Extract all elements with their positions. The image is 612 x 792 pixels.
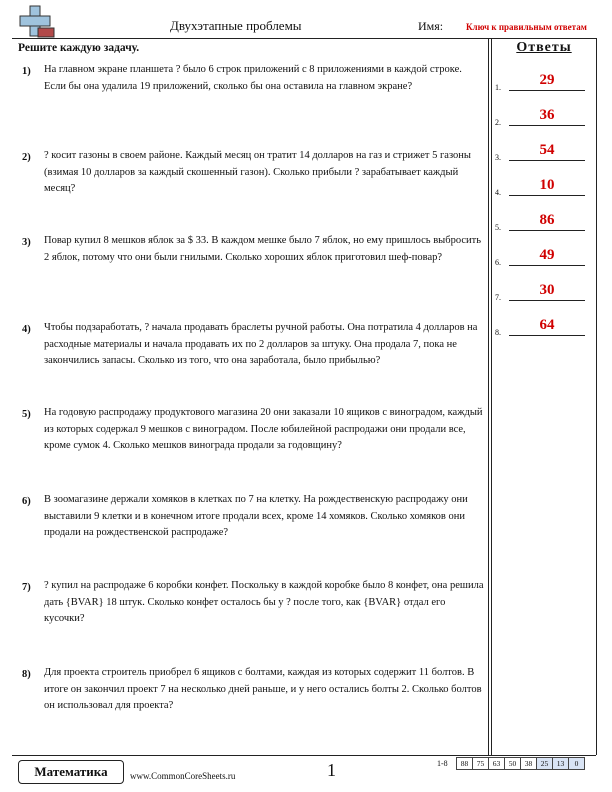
problem-text: На годовую распродажу продуктового магазина 20 они заказали 10 ящиков с виноградом, каждый из которых содержал 9 мешков с виноградом. После юбилейной распродажи они продали все, кроме сумок 4. Сколько мешков винограда продали за годовщину? (44, 407, 483, 451)
problem-text: Для проекта строитель приобрел 6 ящиков с болтами, каждая из которых содержит 11 болтов. В итоге он закончил проект 7 на несколько дней раньше, и у него остались болты 2. Сколько болтов он использовал для проекта? (44, 667, 482, 711)
answer-number: 1. (495, 83, 501, 92)
problem-text: Повар купил 8 мешков яблок за $ 33. В каждом мешке было 7 яблок, но ему пришлось выбросить 2 яблок, потому что они были гнилыми. Сколько хороших яблок приготовил шеф-повар? (44, 235, 481, 263)
answer-line (509, 300, 585, 301)
answer-line (509, 125, 585, 126)
subject-badge: Математика (18, 760, 124, 784)
problem-text: Чтобы подзаработать, ? начала продавать браслеты ручной работы. Она потратила 4 долларов на расходные материалы и начала продавать их по 2 долларов за штуку. Она продала 7, пока не закончились запасы. Сколько из того, что она заработала, было прибылью? (44, 322, 478, 366)
problem-number: 6) (22, 496, 31, 507)
problem-number: 4) (22, 324, 31, 335)
score-cell: 50 (505, 757, 521, 770)
answer-value: 54 (539, 142, 555, 158)
answer-value: 29 (539, 72, 555, 88)
column-divider (488, 38, 489, 755)
answer-line (509, 195, 585, 196)
answer-value: 36 (539, 107, 555, 123)
page-number: 1 (327, 760, 336, 780)
answer-row (493, 245, 593, 269)
score-cell: 0 (569, 757, 585, 770)
site-url: www.CommonCoreSheets.ru (130, 771, 236, 781)
score-table (456, 757, 585, 770)
answer-key-label: Ключ к правильным ответам (466, 22, 587, 32)
answer-row (493, 140, 593, 164)
header-divider (12, 38, 596, 39)
problem-number: 2) (22, 152, 31, 163)
answer-line (509, 265, 585, 266)
score-cell: 63 (489, 757, 505, 770)
problem-text: На главном экране планшета ? было 6 строк приложений с 8 приложениями в каждой строке. Если бы она удалила 19 приложений, сколько бы она оставила на главном экране? (44, 64, 462, 92)
answer-row (493, 175, 593, 199)
score-cell: 88 (456, 757, 473, 770)
answer-number: 7. (495, 293, 501, 302)
answer-value: 30 (539, 282, 555, 298)
footer-divider (12, 755, 596, 756)
score-cell: 75 (473, 757, 489, 770)
problem-number: 1) (22, 66, 31, 77)
score-cell: 25 (537, 757, 553, 770)
answer-number: 8. (495, 328, 501, 337)
answer-row (493, 70, 593, 94)
answer-line (509, 160, 585, 161)
score-range-label: 1-8 (437, 759, 448, 768)
answer-number: 6. (495, 258, 501, 267)
answer-number: 2. (495, 118, 501, 127)
answer-line (509, 335, 585, 336)
answer-value: 64 (539, 317, 555, 333)
problem-number: 5) (22, 409, 31, 420)
problem-number: 3) (22, 237, 31, 248)
answer-row (493, 280, 593, 304)
instructions: Решите каждую задачу. (18, 42, 140, 54)
column-divider (491, 38, 492, 755)
problem-number: 8) (22, 669, 31, 680)
problem-number: 7) (22, 582, 31, 593)
answer-line (509, 230, 585, 231)
answer-value: 10 (539, 177, 555, 193)
answer-value: 49 (539, 247, 555, 263)
plus-logo-icon (12, 4, 56, 38)
page-title: Двухэтапные проблемы (170, 18, 302, 33)
problem-text: ? косит газоны в своем районе. Каждый месяц он тратит 14 долларов на газ и стрижет 5 газоны (взимая 10 долларов за каждый скошенный газон). Сколько прибыли ? зарабатывает каждый месяц? (44, 150, 471, 194)
problem-text: В зоомагазине держали хомяков в клетках по 7 на клетку. На рождественскую распродажу они выставили 9 клетки и в конечном итоге продали всех, кроме 14 хомяков. Сколько хомяков они продали на рождественской распродаже? (44, 494, 468, 538)
answer-number: 3. (495, 153, 501, 162)
answer-row (493, 105, 593, 129)
problem-text: ? купил на распродаже 6 коробки конфет. Поскольку в каждой коробке было 8 конфет, она решила дать {BVAR} 18 штук. Сколько конфет осталось бы у ? после того, как {BVAR} отдал его кусочки? (44, 580, 484, 624)
answer-row (493, 210, 593, 234)
answer-value: 86 (539, 212, 555, 228)
answer-number: 5. (495, 223, 501, 232)
score-cell: 13 (553, 757, 569, 770)
answers-header: Ответы (516, 40, 572, 55)
answer-number: 4. (495, 188, 501, 197)
answer-line (509, 90, 585, 91)
page-border-right (596, 38, 597, 755)
score-cell: 38 (521, 757, 537, 770)
name-label: Имя: (418, 19, 444, 33)
answer-row (493, 315, 593, 339)
